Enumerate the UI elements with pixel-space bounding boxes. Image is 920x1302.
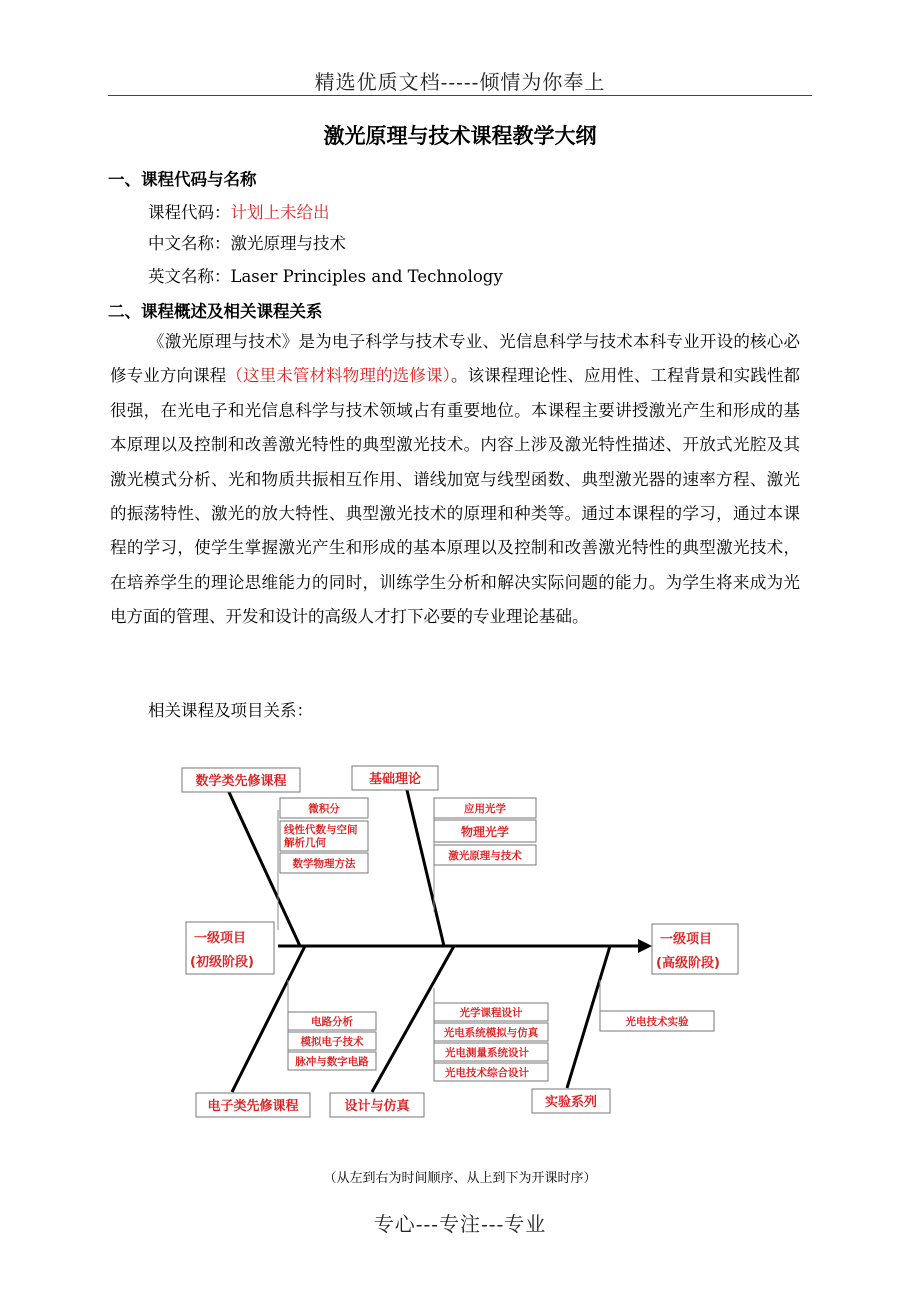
section-2-heading: 二、课程概述及相关课程关系 [108,302,323,321]
start-stage-line2: (初级阶段) [190,955,254,970]
course-code-value: 计划上未给出 [230,203,330,222]
chinese-name-value: 激光原理与技术 [230,234,346,253]
design-sim-label: 设计与仿真 [344,1099,410,1114]
laser-principles-label: 激光原理与技术 [448,850,522,862]
digital-circuits-label: 脉冲与数字电路 [295,1056,369,1068]
english-name-label: 英文名称： [148,267,231,286]
start-stage-line1: 一级项目 [194,931,247,946]
calculus-label: 微积分 [308,803,340,815]
english-name-value: Laser Principles and Technology [230,267,503,286]
diagram-caption: （从左到右为时间顺序、从上到下为开课时序） [323,1171,597,1186]
chinese-name-label: 中文名称： [148,234,231,253]
lab-experiment-label: 光电技术实验 [625,1016,689,1028]
circuit-analysis-label: 电路分析 [311,1016,353,1028]
elec-prereq-label: 电子类先修课程 [207,1099,299,1114]
linear-algebra-label: 线性代数与空间 [284,824,358,836]
analytic-geometry-label: 解析几何 [284,837,326,849]
analog-electronics-label: 模拟电子技术 [300,1036,364,1048]
measurement-design-label: 光电测量系统设计 [445,1047,529,1059]
integrated-design-label: 光电技术综合设计 [445,1067,529,1079]
basic-theory-label: 基础理论 [368,772,422,787]
system-sim-label: 光电系统模拟与仿真 [443,1027,539,1039]
relation-label: 相关课程及项目关系： [148,701,313,720]
course-code-label: 课程代码： [148,203,231,222]
overview-text-a: 《激光原理与技术》是为电子科学与技术专业、光信息科学与技术本科专业开设的核心必修专业方向课程 [110,332,800,386]
optics-design-label: 光学课程设计 [459,1007,523,1019]
page-footer: 专心---专注---专业 [373,1212,547,1236]
section-1-heading: 一、课程代码与名称 [108,170,257,189]
document-title: 激光原理与技术课程教学大纲 [323,123,597,148]
overview-text-b: 。该课程理论性、应用性、工程背景和实践性都很强，在光电子和光信息科学与技术领域占有重要地位。本课程主要讲授激光产生和形成的基本原理以及控制和改善激光特性的典型激光技术。内容上涉及激光特性描述、开放式光腔及其激光模式分析、光和物质共振相互作用、谱线加宽与线型函数、典型激光器的速率方程、激光的振荡特性、激光的放大特性、典型激光技术的原理和种类等。通过本课程的学习，通过本课程的学习，使学生掌握激光产生和形成的基本原理以及控制和改善激光特性的典型激光技术，在培养学生的理论思维能力的同时，训练学生分析和解决实际问题的能力。为学生将来成为光电方面的管理、开发和设计的高级人才打下必要的专业理论基础。 [110,366,801,627]
applied-optics-label: 应用光学 [464,803,506,815]
end-stage-line2: (高级阶段) [656,956,720,971]
page-header: 精选优质文档-----倾情为你奉上 [314,70,606,94]
spine-arrowhead [638,939,652,953]
end-stage-line1: 一级项目 [660,932,713,947]
math-physics-label: 数学物理方法 [292,858,356,870]
lab-series-label: 实验系列 [544,1095,598,1110]
physical-optics-label: 物理光学 [460,825,510,839]
math-prereq-label: 数学类先修课程 [195,774,287,789]
overview-note-red: （这里未管材料物理的选修课） [226,366,451,386]
